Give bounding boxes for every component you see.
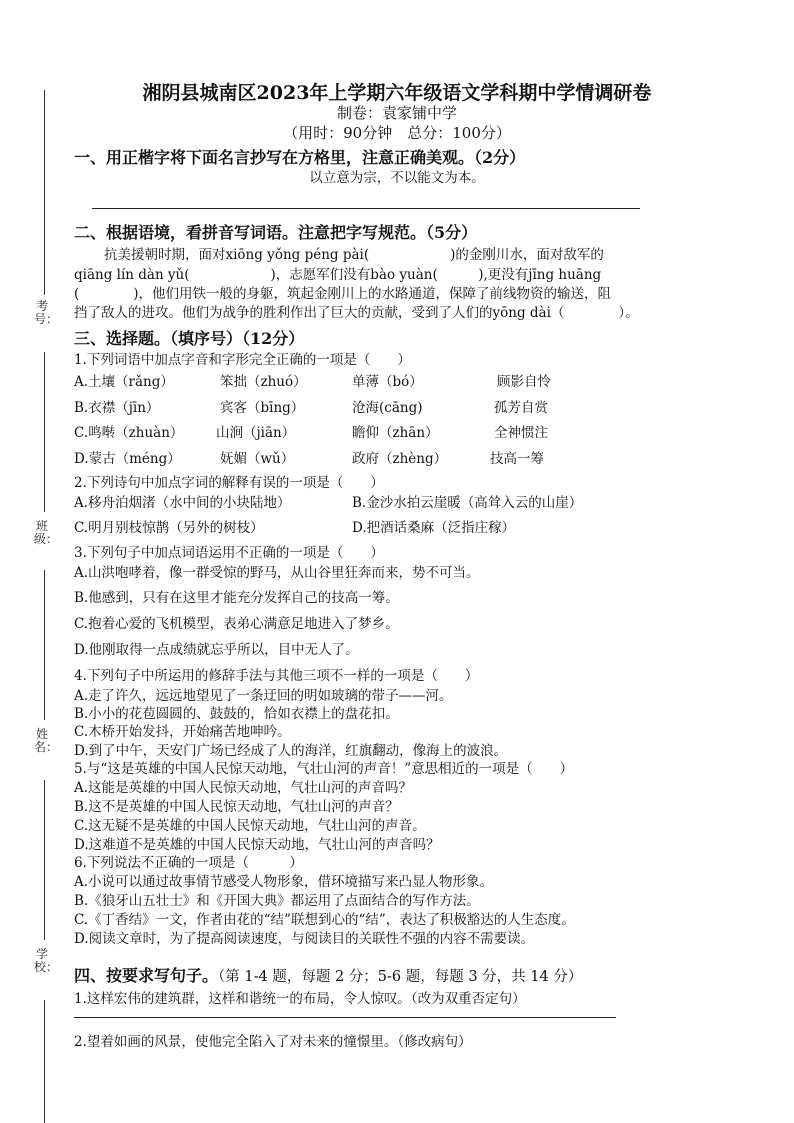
q2-stem: 2.下列诗句中加点字词的解释有误的一项是（ ） <box>74 475 384 491</box>
q1-option: B.衣襟（jīn） <box>74 400 160 416</box>
exam-no-label: 考号： <box>34 299 59 326</box>
section-1-heading: 一、用正楷字将下面名言抄写在方格里，注意正确美观。（2分） <box>74 148 526 167</box>
name-label: 姓名： <box>34 727 59 754</box>
margin-line <box>44 780 45 940</box>
q1-option: 宾客（bīng） <box>220 400 305 416</box>
q3-option: A.山洪咆哮着，像一群受惊的野马，从山谷里狂奔而来，势不可当。 <box>74 565 480 581</box>
q3-stem: 3.下列句子中加点词语运用不正确的一项是（ ） <box>74 545 384 561</box>
q1-option: 孤芳自赏 <box>494 400 548 416</box>
q1-option: 全神惯注 <box>494 425 548 441</box>
q1-option: 妩媚（wǔ） <box>220 451 295 467</box>
q3-option: C.抱着心爱的飞机模型，表弟心满意足地进入了梦乡。 <box>74 616 399 632</box>
q6-option: D.阅读文章时，为了提高阅读速度，与阅读目的关联性不强的内容不需要读。 <box>74 931 535 947</box>
section-2-line: 挡了敌人的进攻。他们为战争的胜利作出了巨大的贡献，受到了人们的yōng dài（ ）。 <box>74 305 639 321</box>
q5-stem: 5.与“这是英雄的中国人民惊天动地，气壮山河的声音！”意思相近的一项是（ ） <box>74 761 574 777</box>
q4-option: D.到了中午，天安门广场已经成了人的海洋，红旗翻动，像海上的波浪。 <box>74 743 508 759</box>
q6-stem: 6.下列说法不正确的一项是（ ） <box>74 855 303 871</box>
q1-option: 政府（zhèng） <box>352 451 448 467</box>
q1-option: 技高一筹 <box>490 451 544 467</box>
section-2-line: 抗美援朝时期，面对xiōng yǒng péng pài( )的金刚川水，面对敌军的 <box>104 247 604 263</box>
q1-option: A.土壤（rǎng） <box>74 374 174 390</box>
q6-option: B.《狼牙山五壮士》和《开国大典》都运用了点面结合的写作方法。 <box>74 893 480 909</box>
q5-option: C.这无疑不是英雄的中国人民惊天动地，气壮山河的声音。 <box>74 818 426 834</box>
margin-line <box>44 1000 45 1123</box>
class-label: 班级： <box>34 519 59 546</box>
q5-option: A.这能是英雄的中国人民惊天动地，气壮山河的声音吗？ <box>74 780 413 796</box>
exam-time-info: （用时：90分钟 总分：100分） <box>283 124 511 142</box>
q1-option: 沧海(cāng) <box>352 400 423 416</box>
q1-option: D.蒙古（méng） <box>74 451 181 467</box>
q3-option: B.他感到，只有在这里才能充分发挥自己的技高一筹。 <box>74 590 399 606</box>
exam-maker: 制卷：袁家铺中学 <box>336 104 457 122</box>
answer-line <box>74 1017 616 1018</box>
q1-stem: 1.下列词语中加点字音和字形完全正确的一项是（ ） <box>74 352 411 368</box>
q2-option: C.明月别枝惊鹊（另外的树枝） <box>74 520 264 536</box>
section-4-heading: 四、按要求写句子。 <box>74 966 219 985</box>
section-4-score-note: （第 1-4 题，每题 2 分；5-6 题，每题 3 分，共 14 分） <box>218 969 583 985</box>
q4-option: B.小小的花苞圆圆的、鼓鼓的，恰如衣襟上的盘花扣。 <box>74 706 399 722</box>
page-title: 湘阴县城南区2023年上学期六年级语文学科期中学情调研卷 <box>142 82 652 104</box>
q1-option: 瞻仰（zhān） <box>352 425 439 441</box>
q5-option: D.这难道不是英雄的中国人民惊天动地，气壮山河的声音吗？ <box>74 837 440 853</box>
q5-option: B.这不是英雄的中国人民惊天动地，气壮山河的声音？ <box>74 799 399 815</box>
q4-option: A.走了许久，远远地望见了一条迂回的明如玻璃的带子——河。 <box>74 688 453 704</box>
section-2-heading: 二、根据语境，看拼音写词语。注意把字写规范。（5分） <box>74 223 478 242</box>
s4-q2: 2.望着如画的风景，使他完全陷入了对未来的憧憬里。（修改病句） <box>74 1034 472 1050</box>
q1-option: 单薄（bó） <box>352 374 423 390</box>
q2-option: A.移舟泊烟渚（水中间的小块陆地） <box>74 495 291 511</box>
q6-option: A.小说可以通过故事情节感受人物形象，借环境描写来凸显人物形象。 <box>74 874 494 890</box>
q1-option: 山涧（jiān） <box>216 425 296 441</box>
school-label: 学校： <box>34 947 59 974</box>
answer-line <box>92 208 640 209</box>
section-1-quote: 以立意为宗，不以能文为本。 <box>309 170 485 186</box>
margin-line <box>44 352 45 512</box>
q1-option: C.鸣啭（zhuàn） <box>74 425 184 441</box>
q1-option: 顾影自怜 <box>497 374 551 390</box>
section-2-line: ( )，他们用铁一般的身躯，筑起金刚川上的水路通道，保障了前线物资的输送，阻 <box>74 286 612 302</box>
s4-q1: 1.这样宏伟的建筑群，这样和谐统一的布局，令人惊叹。（改为双重否定句） <box>74 991 526 1007</box>
q6-option: C.《丁香结》一文，作者由花的“结”联想到心的“结”，表达了积极豁达的人生态度。 <box>74 912 575 928</box>
section-4-heading-row <box>74 963 582 986</box>
q3-option: D.他刚取得一点成绩就忘乎所以，目中无人了。 <box>74 642 359 658</box>
section-3-heading: 三、选择题。（填序号）（12分） <box>74 329 305 348</box>
margin-line <box>44 570 45 720</box>
q1-option: 笨拙（zhuó） <box>220 374 307 390</box>
q2-option: B.金沙水拍云崖暖（高耸入云的山崖） <box>352 495 583 511</box>
q2-option: D.把酒话桑麻（泛指庄稼） <box>352 520 516 536</box>
section-2-line: qiāng lín dàn yǔ( )，志愿军们没有bào yuàn( ),更没有jīng huāng <box>74 267 602 283</box>
q4-option: C.木桥开始发抖，开始痛苦地呻吟。 <box>74 724 291 740</box>
q4-stem: 4.下列句子中所运用的修辞手法与其他三项不一样的一项是（ ） <box>74 668 479 684</box>
